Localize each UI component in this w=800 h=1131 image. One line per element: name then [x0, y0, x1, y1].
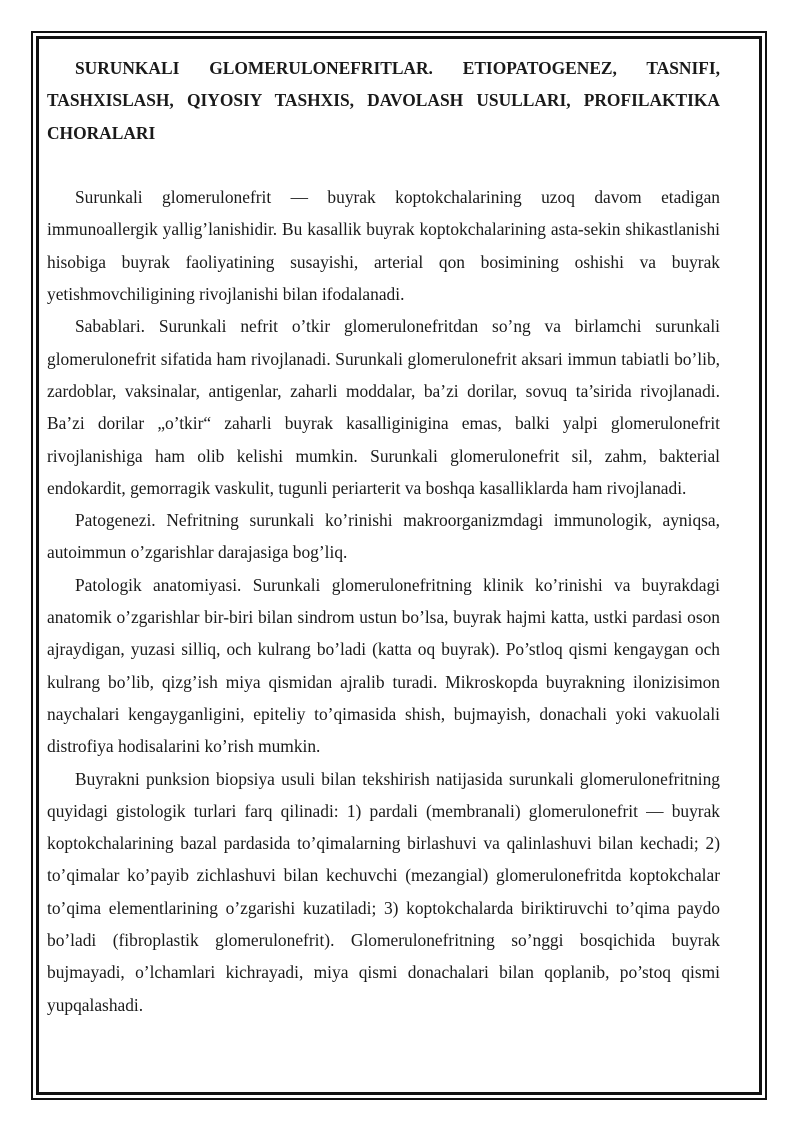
- paragraph-pathological-anatomy: Patologik anatomiyasi. Surunkali glomerulonefritning klinik ko’rinishi va buyrakdagi anatomik o’zgarishlar bir-biri bilan sindrom ustun bo’lsa, buyrak hajmi katta, ustki pardasi oson ajraydigan, yuzasi silliq, och kulrang bo’ladi (katta oq buyrak). Po’stloq qismi kengaygan och kulrang bo’lib, qizg’ish miya qismidan ajralib turadi. Mikroskopda buyrakning ilonizisimon naychalari kengayganligini, epiteliy to’qimasida shish, bujmayish, donachali yoki vakuolali distrofiya hodisalarini ko’rish mumkin.: [47, 574, 720, 757]
- paragraph-causes: Sabablari. Surunkali nefrit o’tkir glomerulonefritdan so’ng va birlamchi surunkali glomerulonefrit sifatida ham rivojlanadi. Surunkali glomerulonefrit aksari immun tabiatli bo’lib, zardoblar, vaksinalar, antigenlar, zaharli moddalar, ba’zi dorilar, sovuq ta’sirida rivojlanadi. Ba’zi dorilar „o’tkir“ zaharli buyrak kasalliginigina emas, balki yalpi glomerulonefrit rivojlanishiga ham olib kelishi mumkin. Surunkali glomerulonefrit sil, zahm, bakterial endokardit, gemorragik vaskulit, tugunli periarterit va boshqa kasalliklarda ham rivojlanadi.: [47, 316, 720, 498]
- paragraph-definition: Surunkali glomerulonefrit — buyrak koptokchalarining uzoq davom etadigan immunoallergik yallig’lanishidir. Bu kasallik buyrak koptokchalarining asta-sekin shikastlanishi hisobiga buyrak faoliyatining susayishi, arterial qon bosimining oshishi va buyrak yetishmovchiligining rivojlanishi bilan ifodalanadi.: [47, 187, 720, 305]
- document-body: [47, 52, 720, 1021]
- paragraph-pathogenesis: Patogenezi. Nefritning surunkali ko’rinishi makroorganizmdagi immunologik, ayniqsa, autoimmun o’zgarishlar darajasiga bog’liq.: [47, 510, 720, 563]
- paragraph-biopsy: Buyrakni punksion biopsiya usuli bilan tekshirish natijasida surunkali glomerulonefritning quyidagi gistologik turlari farq qilinadi: 1) pardali (membranali) glomerulonefrit — buyrak koptokchalarining bazal pardasida to’qimalarning birlashuvi va qalinlashuvi bilan kechadi; 2) to’qimalar ko’payib zichlashuvi bilan kechuvchi (mezangial) glomerulonefritda koptokchalar to’qima elementlarining o’zgarishi kuzatiladi; 3) koptokchalarda biriktiruvchi to’qima paydo bo’ladi (fibroplastik glomerulonefrit). Glomerulonefritning so’nggi bosqichida buyrak bujmayadi, o’lchamlari kichrayadi, miya qismi donachalari bilan qoplanib, po’stoq qismi yupqalashadi.: [47, 768, 720, 1015]
- title-spacer: [47, 149, 720, 181]
- document-title: SURUNKALI GLOMERULONEFRITLAR. ETIOPATOGENEZ, TASNIFI, TASHXISLASH, QIYOSIY TASHXIS, DAVOLASH USULLARI, PROFILAKTIKA CHORALARI: [47, 58, 720, 143]
